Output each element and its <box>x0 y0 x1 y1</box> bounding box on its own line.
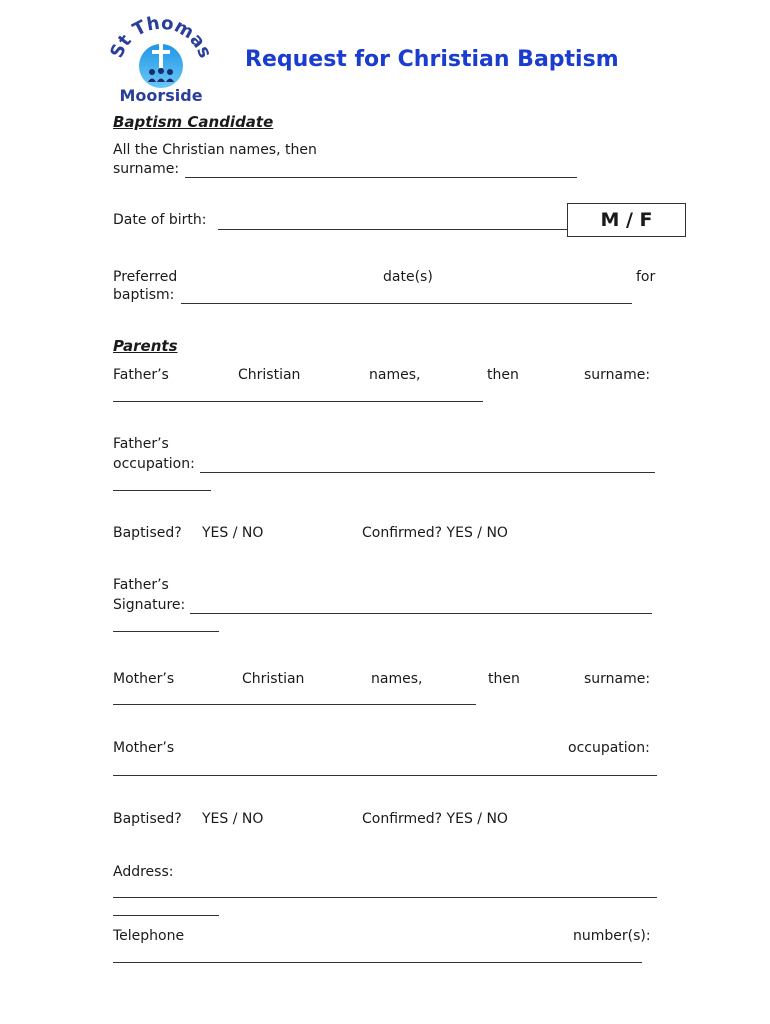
telephone-word-1: Telephone <box>113 928 185 944</box>
mother-occ-word-2: occupation: <box>568 740 650 756</box>
mother-baptised-options[interactable]: YES / NO <box>202 811 264 827</box>
mother-names-word-1: Mother’s <box>113 671 175 687</box>
address-field[interactable] <box>113 897 657 898</box>
preferred-date-field[interactable] <box>181 303 632 304</box>
address-field-cont[interactable] <box>113 915 219 916</box>
candidate-names-field[interactable] <box>185 177 577 178</box>
father-baptised-label: Baptised? <box>113 525 182 541</box>
mother-names-word-4: then <box>488 671 520 687</box>
father-names-word-2: Christian <box>238 367 301 383</box>
preferred-word-3: for <box>636 269 656 285</box>
father-names-word-5: surname: <box>584 367 651 383</box>
father-names-word-1: Father’s <box>113 367 169 383</box>
mother-confirmed[interactable]: Confirmed? YES / NO <box>362 811 508 827</box>
logo-bottom-text: Moorside <box>119 86 203 104</box>
mother-names-field[interactable] <box>113 704 476 705</box>
mother-names-word-5: surname: <box>584 671 651 687</box>
telephone-field[interactable] <box>113 962 642 963</box>
names-label-line2: surname: <box>113 161 180 177</box>
preferred-label-line2: baptism: <box>113 287 175 303</box>
mother-occupation-field[interactable] <box>113 775 657 776</box>
gender-box[interactable]: M / F <box>567 203 686 237</box>
mother-names-word-3: names, <box>371 671 423 687</box>
father-occupation-field[interactable] <box>200 472 655 473</box>
father-sig-label-line1: Father’s <box>113 577 169 593</box>
father-confirmed[interactable]: Confirmed? YES / NO <box>362 525 508 541</box>
father-occ-label-line2: occupation: <box>113 456 195 472</box>
mother-baptised-label: Baptised? <box>113 811 182 827</box>
father-occupation-field-cont[interactable] <box>113 490 211 491</box>
father-names-word-3: names, <box>369 367 421 383</box>
logo-arc-text: St Thoma <box>108 14 210 62</box>
names-label-line1: All the Christian names, then <box>113 142 317 158</box>
father-sig-label-line2: Signature: <box>113 597 186 613</box>
dob-label: Date of birth: <box>113 212 207 228</box>
father-names-word-4: then <box>487 367 519 383</box>
church-logo <box>108 14 212 104</box>
address-label: Address: <box>113 864 174 880</box>
father-occ-label-line1: Father’s <box>113 436 169 452</box>
father-signature-field-cont[interactable] <box>113 631 219 632</box>
section-heading-candidate: Baptism Candidate <box>113 113 274 131</box>
telephone-word-2: number(s): <box>573 928 651 944</box>
section-heading-parents: Parents <box>113 337 178 355</box>
father-baptised-options[interactable]: YES / NO <box>202 525 264 541</box>
mother-occ-word-1: Mother’s <box>113 740 175 756</box>
preferred-word-1: Preferred <box>113 269 178 285</box>
dob-field[interactable] <box>218 229 568 230</box>
preferred-word-2: date(s) <box>383 269 433 285</box>
father-names-field[interactable] <box>113 401 483 402</box>
father-signature-field[interactable] <box>190 613 652 614</box>
page-title: Request for Christian Baptism <box>245 47 619 72</box>
mother-names-word-2: Christian <box>242 671 305 687</box>
